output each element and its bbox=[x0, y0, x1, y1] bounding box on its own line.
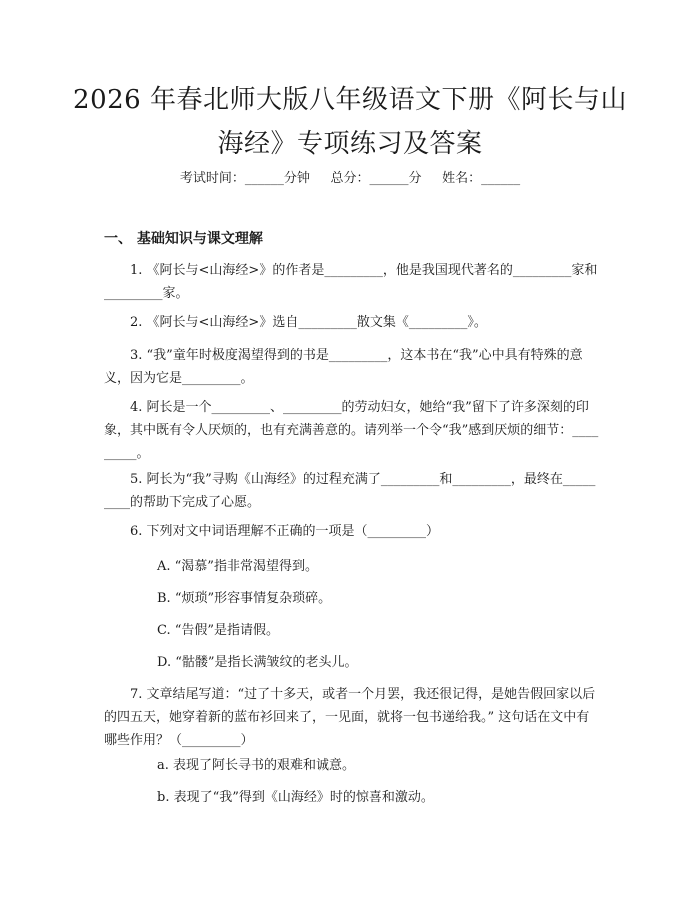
exam-info-line: 考试时间：______分钟 总分：______分 姓名：______ bbox=[179, 171, 521, 186]
question-6-option-b: B. “烦琐”形容事情复杂琐碎。 bbox=[157, 591, 332, 606]
question-7-option-a: a. 表现了阿长寻书的艰难和诚意。 bbox=[157, 758, 356, 773]
question-4: 4. 阿长是一个_________、_________的劳动妇女，她给“我”留下了许多深刻的印象，其中既有令人厌烦的，也有充满善意的。请列举一个令“我”感到厌烦的细节：_________。 bbox=[104, 400, 599, 461]
question-1: 1. 《阿长与<山海经>》的作者是_________，他是我国现代著名的_________家和_________家。 bbox=[104, 263, 598, 301]
question-6-option-c: C. “告假”是指请假。 bbox=[157, 623, 280, 638]
question-7: 7. 文章结尾写道：“过了十多天，或者一个月罢，我还很记得，是她告假回家以后的四五天，她穿着新的蓝布衫回来了，一见面，就将一包书递给我。” 这句话在文中有哪些作用？（_________） bbox=[104, 687, 596, 748]
question-6-option-d: D. “骷髅”是指长满皱纹的老头儿。 bbox=[157, 655, 358, 670]
question-3: 3. “我”童年时极度渴望得到的书是_________，这本书在“我”心中具有特殊的意义，因为它是_________。 bbox=[104, 348, 583, 386]
question-6: 6. 下列对文中词语理解不正确的一项是（_________） bbox=[130, 524, 440, 539]
question-2: 2. 《阿长与<山海经>》选自_________散文集《_________》。 bbox=[130, 315, 487, 330]
document-title: 2026 年春北师大版八年级语文下册《阿长与山海经》专项练习及答案 bbox=[73, 85, 627, 159]
question-6-option-a: A. “渴慕”指非常渴望得到。 bbox=[157, 559, 318, 574]
question-5: 5. 阿长为“我”寻购《山海经》的过程充满了_________和_________，最终在_________的帮助下完成了心愿。 bbox=[104, 472, 596, 510]
section-heading: 一、 基础知识与课文理解 bbox=[104, 231, 263, 247]
question-7-option-b: b. 表现了“我”得到《山海经》时的惊喜和激动。 bbox=[157, 790, 434, 805]
